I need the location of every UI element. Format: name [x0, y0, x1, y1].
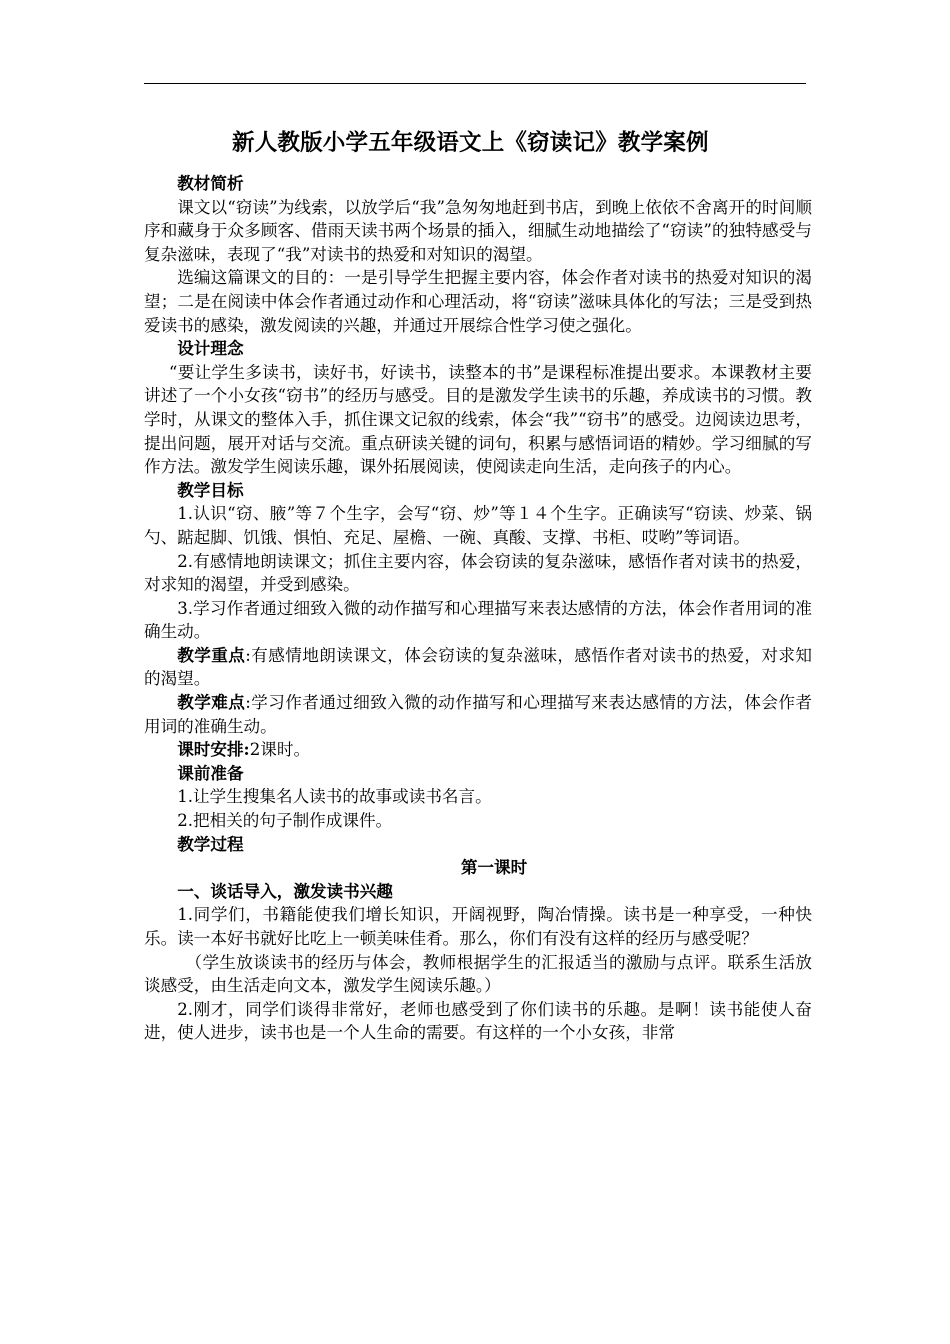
lesson-heading: 第一课时 — [460, 857, 528, 878]
list-item: 1.认识“窃、腋”等７个生字，会写“窃、炒”等１４个生字。正确读写“窃读、炒菜、锅勺、踮起脚、饥饿、惧怕、充足、屋檐、一碗、真酸、支撑、书柜、哎哟”等词语。 — [144, 504, 812, 547]
list-item: 2.把相关的句子制作成课件。 — [177, 811, 393, 831]
key-points — [144, 644, 812, 691]
document-body — [144, 128, 812, 1045]
list-item: 3.学习作者通过细致入微的动作描写和心理描写来表达感情的方法，体会作者用词的准确生动。 — [144, 598, 812, 642]
schedule — [144, 738, 812, 762]
paragraph: （学生放谈读书的经历与体会，教师根据学生的汇报适当的激励与点评。联系生活放谈感受，由生活走向文本，激发学生阅读乐趣。） — [144, 952, 812, 996]
section-heading-concept: 设计理念 — [177, 338, 244, 359]
list-item: 2.有感情地朗读课文；抓住主要内容，体会窃读的复杂滋味，感悟作者对读书的热爱，对求知的渴望，并受到感染。 — [144, 551, 812, 595]
section-heading-materials: 教材简析 — [177, 173, 244, 193]
header-rule — [144, 83, 806, 84]
section-heading-preparation: 课前准备 — [177, 762, 244, 783]
paragraph: 选编这篇课文的目的：一是引导学生把握主要内容，体会作者对读书的热爱对知识的渴望；二是在阅读中体会作者通过动作和心理活动，将“窃读”滋味具体化的写法；三是受到热爱读书的感染，激发阅读的兴趣，并通过开展综合性学习使之强化。 — [144, 268, 812, 335]
section-heading-process: 教学过程 — [177, 833, 244, 854]
difficult-points-label: 教学难点 — [177, 692, 246, 713]
paragraph: 1.同学们，书籍能使我们增长知识，开阔视野，陶冶情操。读书是一种享受，一种快乐。读一本好书就好比吃上一顿美味佳肴。那么，你们有没有这样的经历与感受呢？ — [144, 905, 812, 948]
schedule-label: 课时安排: — [177, 739, 250, 760]
key-points-text: :有感情地朗读课文，体会窃读的复杂滋味，感悟作者对读书的热爱，对求知的渴望。 — [144, 645, 813, 689]
paragraph: 课文以“窃读”为线索，以放学后“我”急匆匆地赶到书店，到晚上依依不舍离开的时间顺序和藏身于众多顾客、借雨天读书两个场景的插入，细腻生动地描绘了“窃读”的独特感受与复杂滋味，表现了“我”对读书的热爱和对知识的渴望。 — [144, 197, 812, 264]
difficult-points-text: :学习作者通过细致入微的动作描写和心理描写来表达感情的方法，体会作者用词的准确生动。 — [144, 693, 813, 736]
section-heading-objectives: 教学目标 — [177, 479, 244, 500]
paragraph: 2.刚才，同学们谈得非常好，老师也感受到了你们读书的乐趣。是啊！读书能使人奋进，使人进步，读书也是一个人生命的需要。有这样的一个小女孩，非常 — [144, 999, 812, 1043]
step-heading: 一、谈话导入，激发读书兴趣 — [177, 880, 393, 901]
document-title: 新人教版小学五年级语文上《窃读记》教学案例 — [232, 130, 709, 156]
difficult-points — [144, 691, 812, 738]
paragraph: “要让学生多读书，读好书，好读书，读整本的书”是课程标准提出要求。本课教材主要讲述了一个小女孩“窃书”的经历与感受。目的是激发学生读书的乐趣，养成读书的习惯。教学时，从课文的整体入手，抓住课文记叙的线索，体会“我”“窃书”的感受。边阅读边思考，提出问题，展开对话与交流。重点研读关键的词句，积累与感悟词语的精妙。学习细腻的写作方法。激发学生阅读乐趣，课外拓展阅读，使阅读走向生活，走向孩子的内心。 — [144, 362, 812, 477]
list-item: 1.让学生搜集名人读书的故事或读书名言。 — [177, 787, 492, 807]
schedule-text: 2课时。 — [249, 740, 311, 760]
key-points-label: 教学重点 — [177, 644, 246, 665]
